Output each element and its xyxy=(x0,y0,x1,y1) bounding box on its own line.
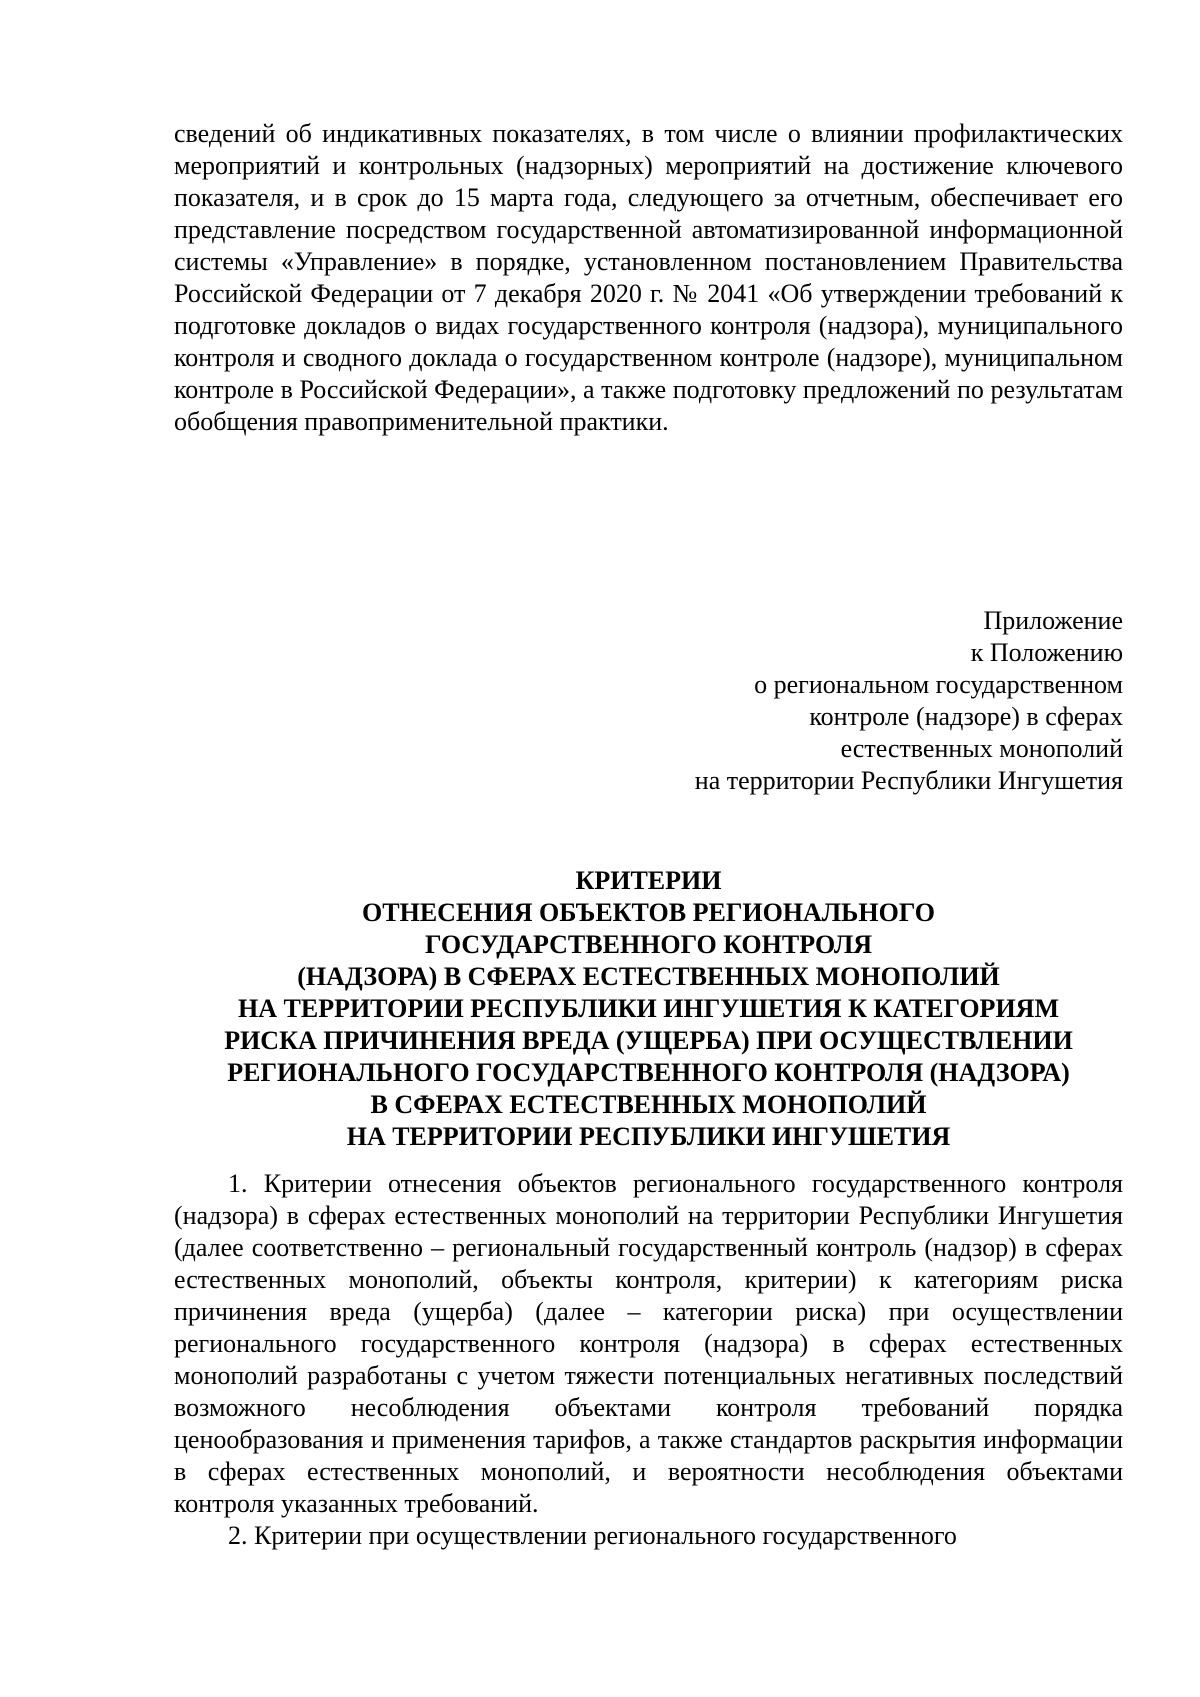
appendix-line: о региональном государственном xyxy=(754,670,1123,699)
document-title xyxy=(174,865,1123,1153)
title-line: РИСКА ПРИЧИНЕНИЯ ВРЕДА (УЩЕРБА) ПРИ ОСУЩЕСТВЛЕНИИ xyxy=(224,1026,1073,1055)
paragraph-2: 2. Критерии при осуществлении регионального государственного xyxy=(228,1521,957,1550)
title-line: НА ТЕРРИТОРИИ РЕСПУБЛИКИ ИНГУШЕТИЯ К КАТЕГОРИЯМ xyxy=(238,994,1059,1023)
title-line: ОТНЕСЕНИЯ ОБЪЕКТОВ РЕГИОНАЛЬНОГО xyxy=(362,898,935,927)
title-line: В СФЕРАХ ЕСТЕСТВЕННЫХ МОНОПОЛИЙ xyxy=(370,1090,927,1119)
appendix-line: контроле (надзоре) в сферах xyxy=(809,702,1123,731)
appendix-reference xyxy=(603,605,1123,797)
appendix-line: к Положению xyxy=(970,638,1123,667)
title-line: КРИТЕРИИ xyxy=(575,866,722,895)
continuation-paragraph: сведений об индикативных показателях, в том числе о влиянии профилактических мероприятий и контрольных (надзорных) мероприятий на достижение ключевого показателя, и в срок до 15 марта года, следующего за отчетным, обеспечивает его представление посредством государственной автоматизированной информационной системы «Управление» в порядке, установленном постановлением Правительства Российской Федерации от 7 декабря 2020 г. № 2041 «Об утверждении требований к подготовке докладов о видах государственного контроля (надзора), муниципального контроля и сводного доклада о государственном контроле (надзоре), муниципальном контроле в Российской Федерации», а также подготовку предложений по результатам обобщения правоприменительной практики. xyxy=(174,119,1123,436)
paragraph-1: 1. Критерии отнесения объектов регионального государственного контроля (надзора) в сферах естественных монополий на территории Республики Ингушетия (далее соответственно – региональный государственный контроль (надзор) в сферах естественных монополий, объекты контроля, критерии) к категориям риска причинения вреда (ущерба) (далее – категории риска) при осуществлении регионального государственного контроля (надзора) в сферах естественных монополий разработаны с учетом тяжести потенциальных негативных последствий возможного несоблюдения объектами контроля требований порядка ценообразования и применения тарифов, а также стандартов раскрытия информации в сферах естественных монополий, и вероятности несоблюдения объектами контроля указанных требований. xyxy=(174,1169,1123,1518)
criteria-body xyxy=(174,1168,1123,1552)
appendix-line: Приложение xyxy=(983,606,1123,635)
title-line: ГОСУДАРСТВЕННОГО КОНТРОЛЯ xyxy=(424,930,873,959)
appendix-line: естественных монополий xyxy=(840,734,1123,763)
title-line: НА ТЕРРИТОРИИ РЕСПУБЛИКИ ИНГУШЕТИЯ xyxy=(346,1122,951,1151)
title-line: РЕГИОНАЛЬНОГО ГОСУДАРСТВЕННОГО КОНТРОЛЯ (НАДЗОРА) xyxy=(227,1058,1070,1087)
title-line: (НАДЗОРА) В СФЕРАХ ЕСТЕСТВЕННЫХ МОНОПОЛИЙ xyxy=(297,962,1000,991)
appendix-line: на территории Республики Ингушетия xyxy=(694,766,1123,795)
